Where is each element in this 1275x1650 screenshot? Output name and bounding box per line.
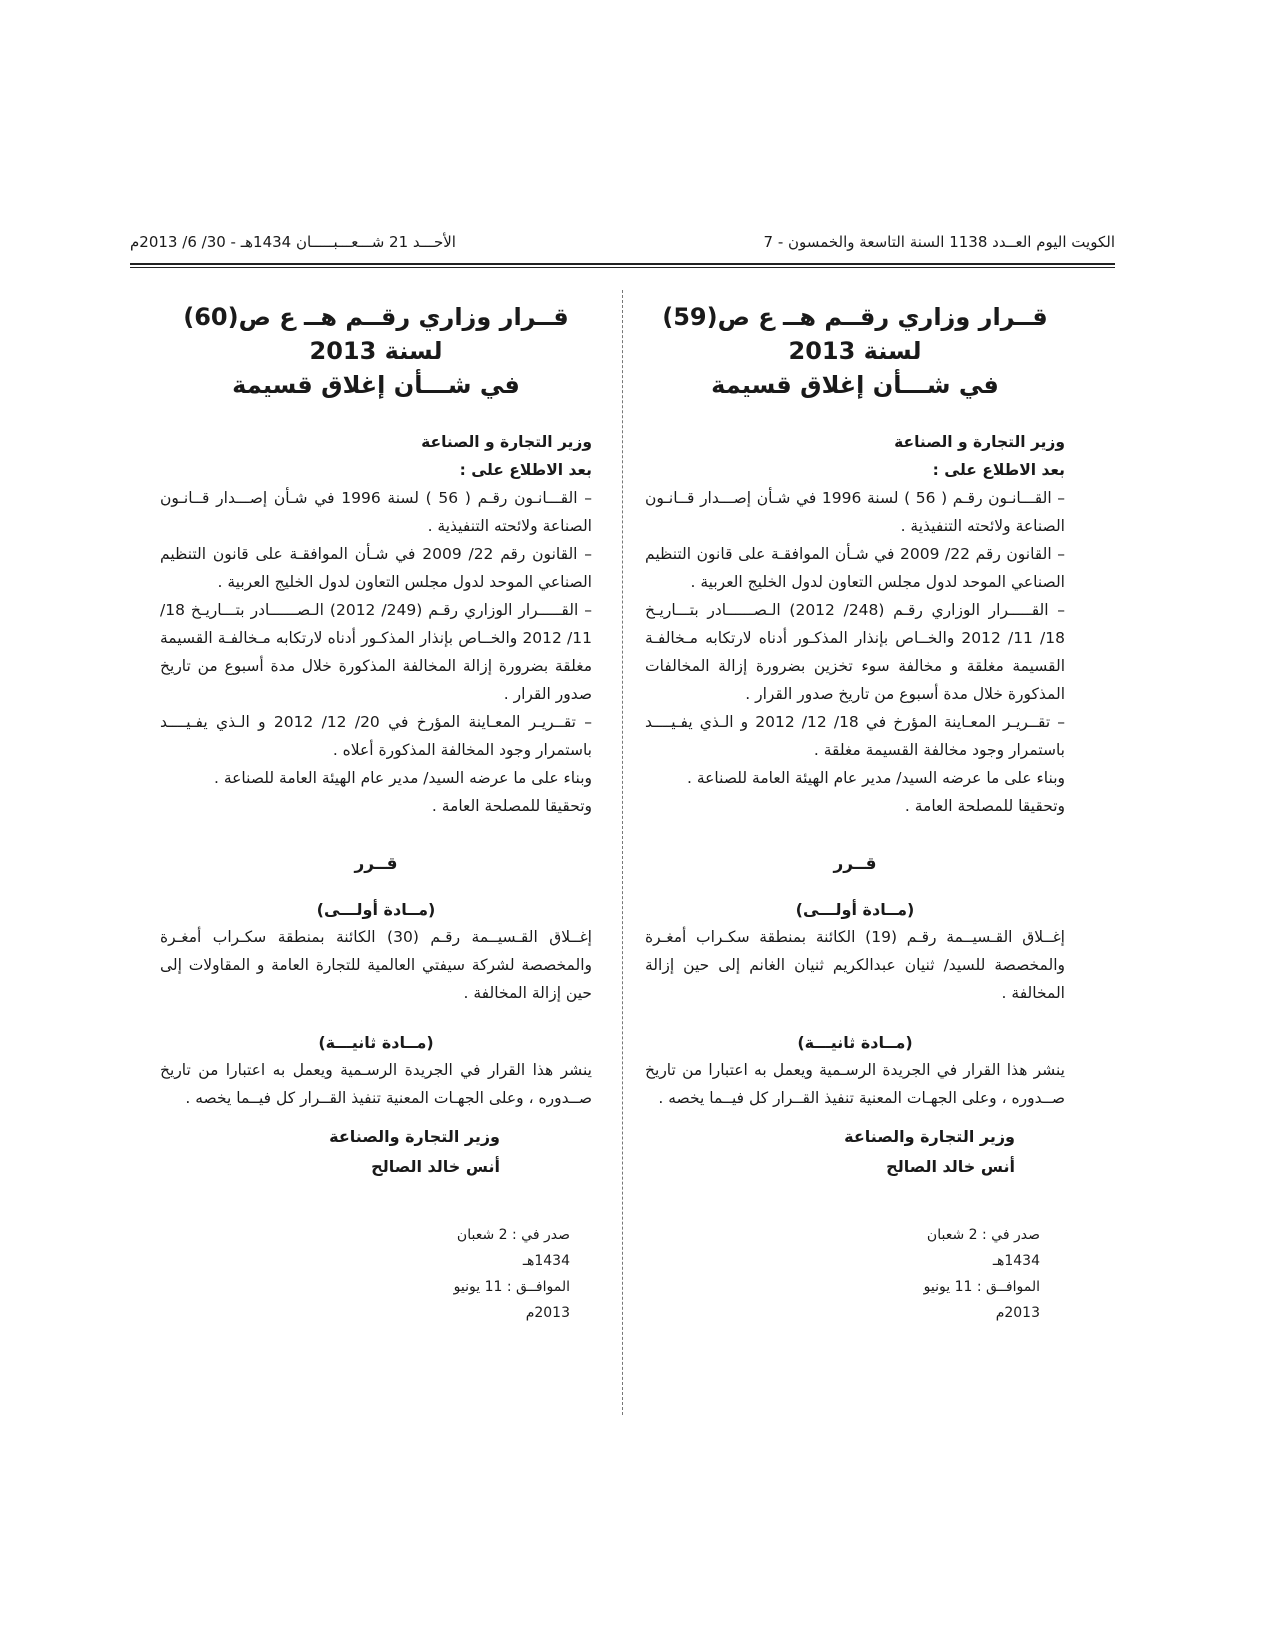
recital-decision-248: – القـــــرار الوزاري رقـم (248/ 2012) الـصــــــادر بتـــاريـخ 18/ 11/ 2012 والخــاص بإنذار المذكـور أدناه لارتكابه مـخالفـة القسيمة مغلقة و مخالفة سوء تخزين بضرورة إزالة المخالفات المذكورة خلال مدة أسبوع من تاريخ صدور القرار . — [645, 601, 1066, 703]
column-divider — [622, 290, 623, 1415]
issuer: وزير التجارة و الصناعة — [421, 433, 592, 451]
header-rule — [130, 263, 1115, 265]
article-2-text: ينشر هذا القرار في الجريدة الرسـمية ويعمل به اعتبارا من تاريخ صــدوره ، وعلى الجهـات المعنية تنفيذ القــرار كل فيــما يخصه . — [160, 1061, 592, 1107]
recital-proposal: وبناء على ما عرضه السيد/ مدير عام الهيئة العامة للصناعة . — [214, 769, 592, 787]
decree-subject: في شـــأن إغلاق قسيمة — [232, 371, 520, 399]
decree-59-column — [645, 300, 1065, 1112]
corresponding-date: الموافــق : 11 يونيو 2013م — [453, 1279, 570, 1321]
issue-dates-59 — [880, 1222, 1040, 1326]
recital-law-56: – القـــانـون رقـم ( 56 ) لسنة 1996 في شـأن إصـــدار قــانـون الصناعة ولائحته التنفيذية . — [645, 489, 1065, 535]
article-2-title: (مــادة ثانيـــة) — [797, 1033, 913, 1052]
recital-law-56: – القـــانـون رقـم ( 56 ) لسنة 1996 في شـأن إصـــدار قــانـون الصناعة ولائحته التنفيذية . — [160, 489, 592, 535]
decree-60-column — [160, 300, 592, 1112]
article-2-title: (مــادة ثانيـــة) — [318, 1033, 434, 1052]
recital-decision-249: – القـــــرار الوزاري رقـم (249/ 2012) الـصــــــادر بتـــاريـخ 18/ 11/ 2012 والخــاص بإنذار المذكـور أدناه لارتكابه مـخالفـة القسيمة مغلقة بضرورة إزالة المخالفة المذكورة خلال مدة أسبوع من تاريخ صدور القرار . — [160, 601, 592, 703]
signature-block-60 — [160, 1122, 500, 1182]
article-1-title: (مــادة أولـــى) — [316, 900, 436, 919]
issue-dates-60 — [410, 1222, 570, 1326]
decree-title: قــرار وزاري رقــم هــ ع ص(59) لسنة 2013 — [662, 303, 1048, 365]
header-rule-thin — [130, 267, 1115, 268]
decree-subject: في شـــأن إغلاق قسيمة — [711, 371, 999, 399]
decided-heading: قــرر — [354, 854, 398, 874]
signatory-name: أنس خالد الصالح — [886, 1157, 1015, 1176]
corresponding-date: الموافــق : 11 يونيو 2013م — [923, 1279, 1040, 1321]
article-1-text: إغــلاق القـسيــمة رقـم (30) الكائنة بمنطقة سكـراب أمغـرة والمخصصة لشركة سيفتي العالمية للتجارة العامة و المقاولات إلى حين إزالة المخالفة . — [160, 928, 592, 1002]
decided-heading: قــرر — [833, 854, 877, 874]
recital-law-22: – القانون رقم 22/ 2009 في شـأن الموافقـة على قانون التنظيم الصناعي الموحد لدول مجلس التعاون لدول الخليج العربية . — [645, 545, 1065, 591]
issuer: وزير التجارة و الصناعة — [894, 433, 1065, 451]
article-1-text: إغــلاق القـسيــمة رقـم (19) الكائنة بمنطقة سكـراب أمغـرة والمخصصة للسيد/ ثنيان عبدالكريم ثنيان الغانم إلى حين إزالة المخالفة . — [645, 928, 1065, 1002]
article-2-text: ينشر هذا القرار في الجريدة الرسـمية ويعمل به اعتبارا من تاريخ صــدوره ، وعلى الجهـات المعنية تنفيذ القــرار كل فيــما يخصه . — [645, 1061, 1065, 1107]
signature-block-59 — [645, 1122, 1015, 1182]
decree-title: قــرار وزاري رقــم هــ ع ص(60) لسنة 2013 — [183, 303, 569, 365]
signatory-name: أنس خالد الصالح — [371, 1157, 500, 1176]
article-1-title: (مــادة أولـــى) — [795, 900, 915, 919]
issued-date: صدر في : 2 شعبان 1434هـ — [926, 1227, 1040, 1269]
recital-inspection-report: – تقــريـر المعـاينة المؤرخ في 20/ 12/ 2012 و الـذي يفـيــــد باستمرار وجود المخالفة المذكورة أعلاه . — [160, 713, 593, 759]
recital-public-interest: وتحقيقا للمصلحة العامة . — [904, 797, 1065, 815]
header-date: الأحـــد 21 شـــعـــبـــــان 1434هـ - 30/ 6/ 2013م — [130, 233, 456, 251]
issued-date: صدر في : 2 شعبان 1434هـ — [456, 1227, 570, 1269]
page-header — [130, 224, 1115, 260]
recital-public-interest: وتحقيقا للمصلحة العامة . — [431, 797, 592, 815]
recital-inspection-report: – تقــريـر المعـاينة المؤرخ في 18/ 12/ 2012 و الـذي يفـيــــد باستمرار وجود مخالفة القسيمة مغلقة . — [645, 713, 1066, 759]
recital-proposal: وبناء على ما عرضه السيد/ مدير عام الهيئة العامة للصناعة . — [687, 769, 1065, 787]
header-issue: الكويت اليوم العــدد 1138 السنة التاسعة والخمسون - 7 — [763, 233, 1115, 251]
signatory-title: وزير التجارة والصناعة — [844, 1127, 1015, 1146]
after-review: بعد الاطلاع على : — [932, 461, 1065, 479]
recital-law-22: – القانون رقم 22/ 2009 في شـأن الموافقـة على قانون التنظيم الصناعي الموحد لدول مجلس التعاون لدول الخليج العربية . — [160, 545, 592, 591]
after-review: بعد الاطلاع على : — [459, 461, 592, 479]
signatory-title: وزير التجارة والصناعة — [329, 1127, 500, 1146]
